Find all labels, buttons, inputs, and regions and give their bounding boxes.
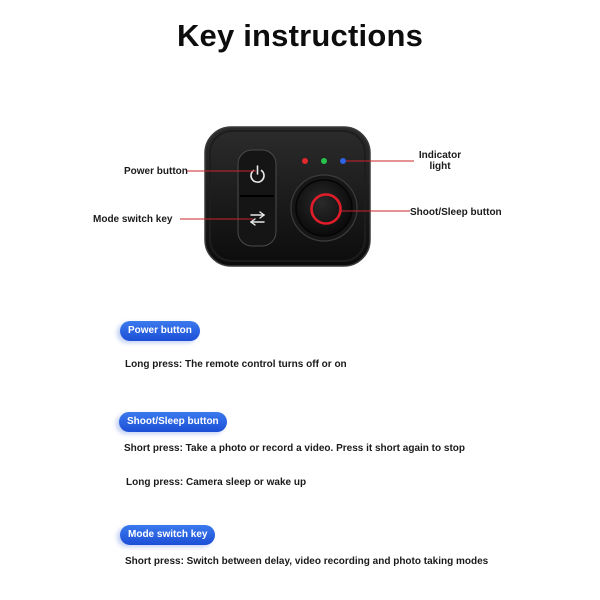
shoot-long-press-desc: Long press: Camera sleep or wake up: [126, 477, 307, 488]
indicator-light-line2: light: [429, 161, 451, 172]
mode-switch-desc: Short press: Switch between delay, video recording and photo taking modes: [125, 556, 489, 567]
left-key-panel: [238, 150, 276, 246]
mode-switch-key-badge: Mode switch key: [120, 525, 215, 545]
indicator-led-green: [321, 158, 327, 164]
page-title: Key instructions: [176, 18, 424, 53]
shoot-sleep-button-badge: Shoot/Sleep button: [119, 412, 227, 432]
power-button-callout: Power button: [124, 166, 188, 177]
shoot-sleep-button-callout: Shoot/Sleep button: [410, 207, 502, 218]
shoot-short-press-desc: Short press: Take a photo or record a video. Press it short again to stop: [124, 443, 465, 454]
mode-switch-key-callout: Mode switch key: [93, 214, 173, 225]
indicator-light-callout: [418, 150, 462, 172]
indicator-led-blue: [340, 158, 346, 164]
power-button-desc: Long press: The remote control turns off or on: [125, 359, 347, 370]
indicator-light-line1: Indicator: [418, 150, 462, 161]
indicator-led-red: [302, 158, 308, 164]
power-button-badge: Power button: [120, 321, 200, 341]
